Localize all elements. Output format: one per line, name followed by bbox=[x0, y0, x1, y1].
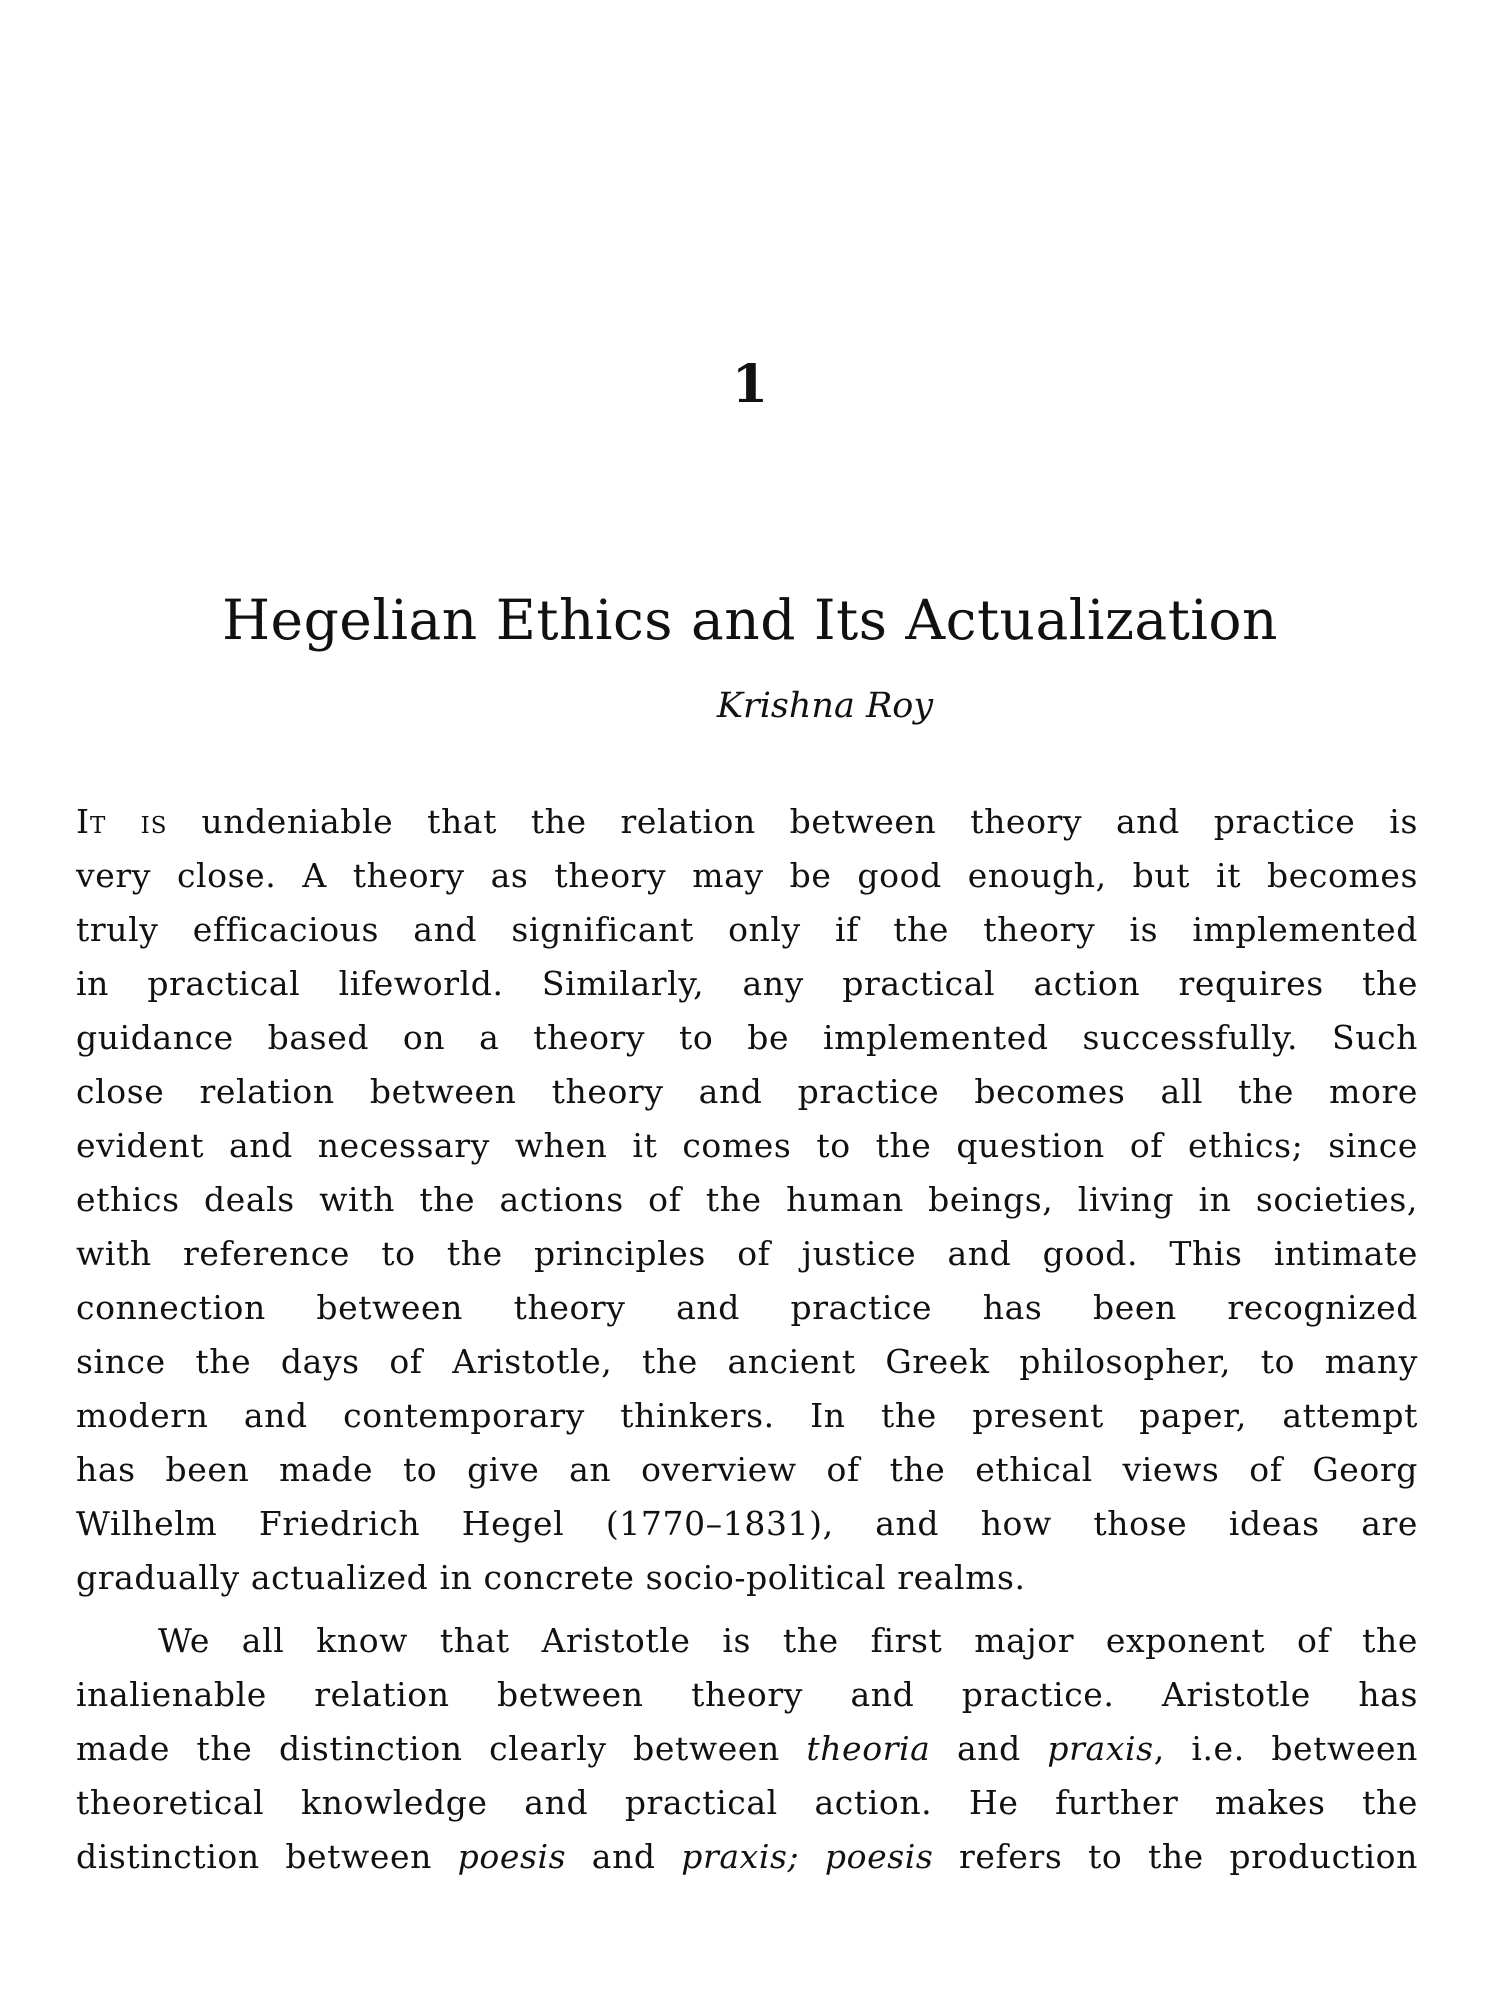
paragraph-2 bbox=[76, 1614, 1418, 1884]
text-line: in practical lifeworld. Similarly, any practical action requires the bbox=[76, 964, 1418, 1003]
paragraph-1 bbox=[76, 795, 1418, 1605]
text-line: distinction between poesis and praxis; poesis refers to the production bbox=[76, 1837, 1418, 1876]
text-line: truly efficacious and significant only if the theory is implemented bbox=[76, 910, 1418, 949]
text-line: guidance based on a theory to be implemented successfully. Such bbox=[76, 1018, 1418, 1057]
italic-term: praxis bbox=[1047, 1729, 1154, 1768]
author-name: Krishna Roy bbox=[716, 686, 934, 726]
text-line: very close. A theory as theory may be good enough, but it becomes bbox=[76, 856, 1418, 895]
text-line: It is undeniable that the relation between theory and practice is bbox=[76, 802, 1418, 841]
text-line: with reference to the principles of justice and good. This intimate bbox=[76, 1234, 1418, 1273]
body-text bbox=[76, 795, 1418, 1893]
text-line: theoretical knowledge and practical action. He further makes the bbox=[76, 1783, 1418, 1822]
text-line: modern and contemporary thinkers. In the present paper, attempt bbox=[76, 1396, 1418, 1435]
italic-term: praxis; poesis bbox=[681, 1837, 934, 1876]
chapter-title: Hegelian Ethics and Its Actualization bbox=[222, 588, 1278, 652]
text-line: ethics deals with the actions of the human beings, living in societies, bbox=[76, 1180, 1418, 1219]
text-line: evident and necessary when it comes to the question of ethics; since bbox=[76, 1126, 1418, 1165]
text-line: made the distinction clearly between theoria and praxis, i.e. between bbox=[76, 1729, 1418, 1768]
italic-term: poesis bbox=[457, 1837, 567, 1876]
opening-small-caps: It is bbox=[76, 802, 168, 841]
text-line: gradually actualized in concrete socio-political realms. bbox=[76, 1558, 1026, 1597]
italic-term: theoria bbox=[806, 1729, 931, 1768]
chapter-number: 1 bbox=[731, 354, 769, 415]
text-line: inalienable relation between theory and practice. Aristotle has bbox=[76, 1675, 1418, 1714]
text-line: Wilhelm Friedrich Hegel (1770–1831), and how those ideas are bbox=[76, 1504, 1418, 1543]
text-line: connection between theory and practice has been recognized bbox=[76, 1288, 1418, 1327]
text-line: close relation between theory and practice becomes all the more bbox=[76, 1072, 1418, 1111]
text-line: has been made to give an overview of the ethical views of Georg bbox=[76, 1450, 1418, 1489]
text-line: since the days of Aristotle, the ancient Greek philosopher, to many bbox=[76, 1342, 1418, 1381]
text-line: We all know that Aristotle is the first major exponent of the bbox=[158, 1621, 1418, 1660]
